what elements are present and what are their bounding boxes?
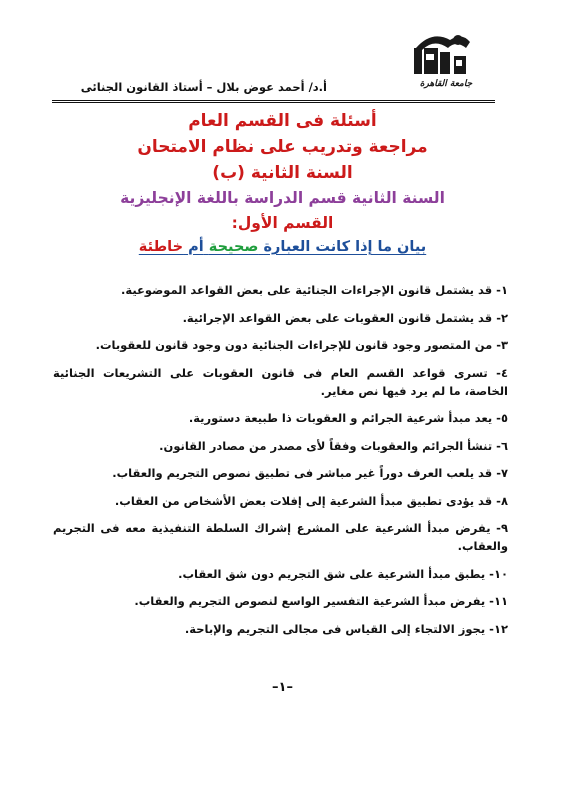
instruction-false-word: خاطئة bbox=[138, 239, 184, 255]
logo-caption: جامعة القاهرة bbox=[419, 79, 473, 89]
question-item: ٩- يفرض مبدأ الشرعية على المشرع إشراك السلطة التنفيذية معه فى التجريم والعقاب. bbox=[53, 521, 508, 553]
question-item: ٦- تنشأ الجرائم والعقوبات وفقاً لأى مصدر من مصادر القانون. bbox=[159, 438, 508, 453]
section-heading: القسم الأول: bbox=[231, 213, 334, 232]
instruction-main: بيان ما إذا كانت العبارة bbox=[263, 239, 427, 255]
question-item: ١٢- يجوز الالتجاء إلى القياس فى مجالى التجريم والإباحة. bbox=[184, 621, 508, 636]
instruction-or-word: أم bbox=[188, 239, 204, 255]
question-item: ٢- قد يشتمل قانون العقوبات على بعض القواعد الإجرائية. bbox=[182, 310, 508, 325]
question-item: ١٠- يطبق مبدأ الشرعية على شق التجريم دون شق العقاب. bbox=[178, 566, 508, 581]
question-item: ٤- تسرى قواعد القسم العام فى قانون العقوبات على التشريعات الجنائية الخاصة، ما لم يرد فيها نص مغاير. bbox=[53, 365, 508, 398]
instruction-line bbox=[40, 240, 525, 255]
title-line-3: السنة الثانية (ب) bbox=[212, 163, 353, 183]
author-line: أ.د/ أحمد عوض بلال – أستاذ القانون الجنائى bbox=[80, 80, 327, 94]
page-number: –١– bbox=[272, 680, 293, 695]
question-item: ٣- من المتصور وجود قانون للإجراءات الجنائية دون وجود قانون للعقوبات. bbox=[95, 338, 508, 352]
question-item: ٥- يعد مبدأ شرعية الجرائم و العقوبات ذا طبيعة دستورية. bbox=[188, 411, 508, 425]
question-item: ٨- قد يؤدى تطبيق مبدأ الشرعية إلى إفلات بعض الأشخاص من العقاب. bbox=[114, 493, 508, 508]
title-line-1: أسئلة فى القسم العام bbox=[188, 111, 377, 131]
instruction-true-word: صحيحة bbox=[208, 239, 259, 255]
title-line-4: السنة الثانية قسم الدراسة باللغة الإنجليزية bbox=[120, 189, 445, 207]
question-item: ٧- قد يلعب العرف دوراً غير مباشر فى تطبيق نصوص التجريم والعقاب. bbox=[112, 466, 508, 480]
title-block bbox=[40, 113, 525, 255]
question-item: ١- قد يشتمل قانون الإجراءات الجنائية على بعض القواعد الموضوعية. bbox=[121, 283, 508, 297]
question-list bbox=[53, 281, 508, 647]
title-line-2: مراجعة وتدريب على نظام الامتحان bbox=[137, 137, 428, 157]
question-item: ١١- يفرض مبدأ الشرعية التفسير الواسع لنصوص التجريم والعقاب. bbox=[134, 594, 508, 608]
university-logo bbox=[410, 28, 482, 90]
header-divider bbox=[52, 100, 495, 103]
